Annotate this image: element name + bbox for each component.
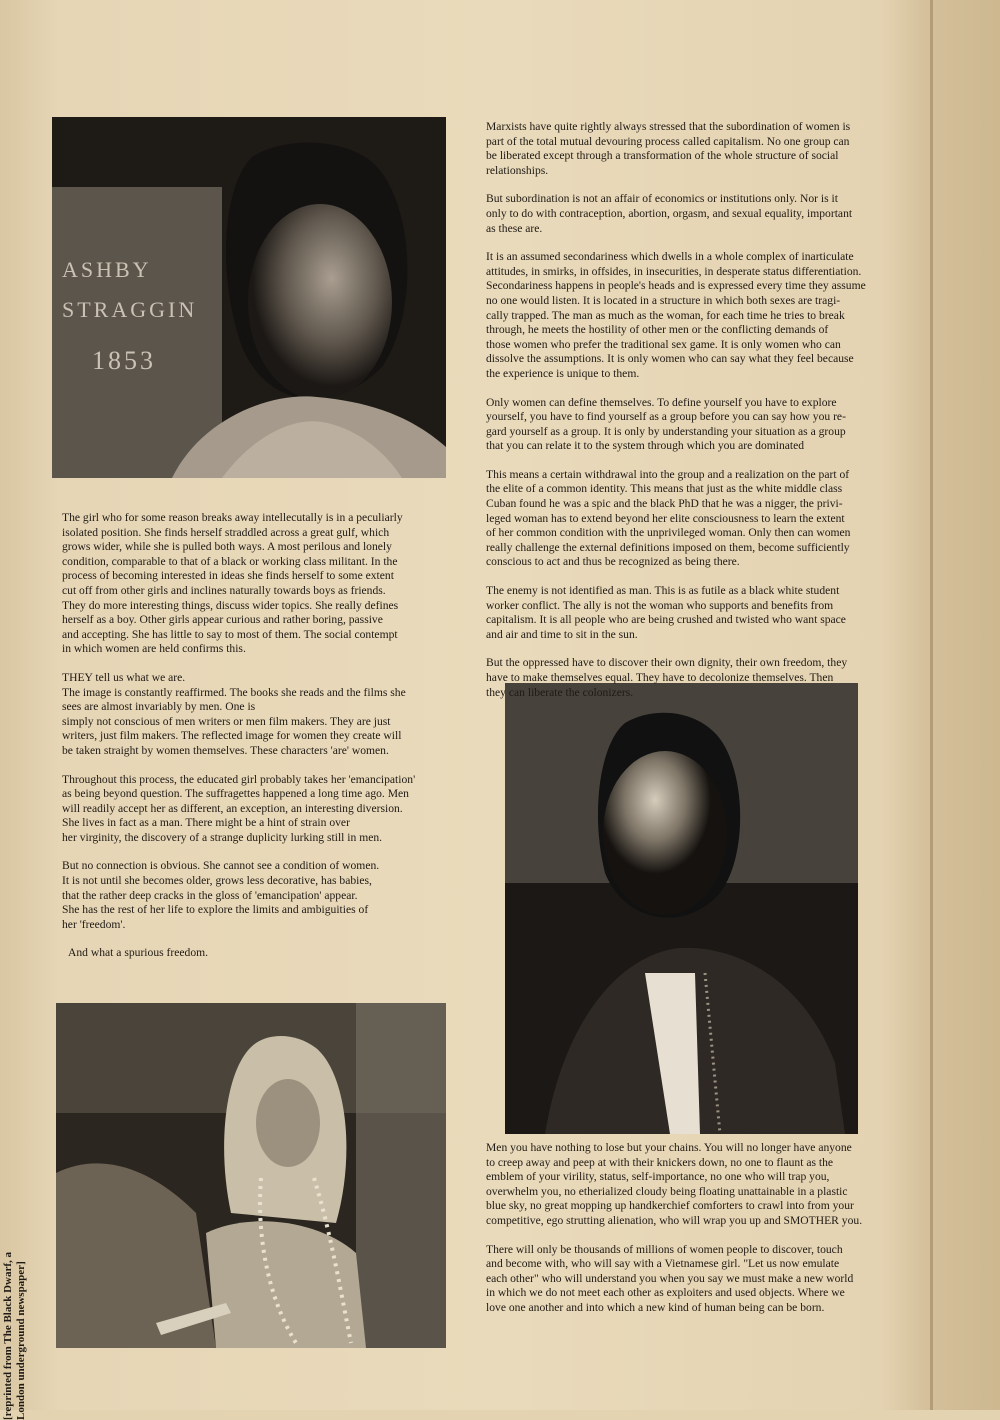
left-article-column bbox=[62, 511, 457, 975]
svg-text:1853: 1853 bbox=[92, 346, 156, 375]
left-paragraph-4: But no connection is obvious. She cannot see a condition of women. It is not until she becomes older, grows less decorative, has babies, that the rather deep cracks in the gloss of 'emancipation' appear. She has the rest of her life to explore the limits and ambiguities of her 'freedom'. bbox=[62, 859, 380, 931]
page-fold-edge bbox=[930, 0, 933, 1410]
right-paragraph-1: Marxists have quite rightly always stressed that the subordination of women is part of the total mutual devouring process called capitalism. No one group can be liberated except through a transformation of the whole structure of social relationships. bbox=[486, 120, 851, 177]
left-paragraph-3: Throughout this process, the educated girl probably takes her 'emancipation' as being beyond question. The suffragettes happened a long time ago. Men will readily accept her as different, an exception, an interesting diversion. She lives in fact as a man. There might be a hint of strain over her virginity, the discovery of a strange duplicity lurking still in men. bbox=[62, 772, 416, 844]
right-paragraph-7: But the oppressed have to discover their own dignity, their own freedom, they have to make themselves equal. They have to decolonize themselves. Then they can liberate the colonizers. bbox=[486, 656, 848, 699]
photo-woman-gravestone bbox=[52, 117, 446, 478]
right-article-column-bottom bbox=[486, 1141, 886, 1330]
right-paragraph-4: Only women can define themselves. To define yourself you have to explore yourself, you have to find yourself as a group before you can say how you re- gard yourself as a group. It is only by understanding your situation as a group that you can relate it to the system through which you are dominated bbox=[486, 395, 846, 453]
left-paragraph-1: The girl who for some reason breaks away intellecutally is in a peculiarly isolated position. She finds herself straddled across a great gulf, which grows wider, while she is pulled both ways. A most perilous and lonely condition, comparable to that of a black or working class militant. In the process of becoming interested in ideas she finds herself to some extent cut off from other girls and inclines naturally towards boys as friends. They do more interesting things, discuss wider topics. She really defines herself as a boy. Other girls appear curious and rather boring, passive and accepting. She has little to say to most of them. The social contempt in which women are held confirms this. bbox=[62, 511, 403, 656]
photo-woman-with-beads-icon bbox=[56, 1003, 446, 1348]
reprint-credit bbox=[2, 1130, 28, 1420]
right-paragraph-5: This means a certain withdrawal into the group and a realization on the part of the elite of a common identity. This means that just as the white middle class Cuban found he was a spic and the black PhD that he was a nigger, the privi- leged woman has to extend beyond her elite consciousness to learn the extent of her common condition with the unprivileged woman. Only then can women really challenge the external definitions imposed on them, become sufficiently conscious to act and thus be recognized as being there. bbox=[486, 467, 851, 569]
right-paragraph-3: It is an assumed secondariness which dwells in a whole complex of inarticulate attitudes, in smirks, in offsides, in insecurities, in desperate status differentiation. Secondariness happens in people's heads and is expressed every time they assume no one would listen. It is located in a structure in which both sexes are tragi- cally trapped. The man as much as the woman, for each time he tries to break through, he meets the hostility of other men or the conflicting demands of those women who prefer the traditional sex game. It is only women who can dissolve the assumptions. It is only women who can say what they feel because the experience is unique to them. bbox=[486, 250, 866, 380]
left-paragraph-5: And what a spurious freedom. bbox=[68, 946, 209, 960]
photo-man-portrait bbox=[505, 683, 858, 1134]
portrait-photo-man-icon bbox=[505, 683, 858, 1134]
right-paragraph-6: The enemy is not identified as man. This is as futile as a black white student worker conflict. The ally is not the woman who supports and benefits from capitalism. It is all people who are being crushed and twisted who want space and air and time to sit in the sun. bbox=[486, 584, 846, 641]
right-paragraph-2: But subordination is not an affair of economics or institutions only. Nor is it only to do with contraception, abortion, orgasm, and sexual equality, important as these are. bbox=[486, 192, 853, 235]
gravestone-text: ASHBY bbox=[62, 257, 152, 282]
reprint-credit-text: [reprinted from The Black Dwarf, a London underground newspaper] bbox=[2, 1251, 27, 1420]
left-paragraph-2: The image is constantly reaffirmed. The books she reads and the films she sees are almost invariably by men. One is simply not conscious of men writers or men film makers. They are just writers, just film makers. The reflected image for women they create will be taken straight by women themselves. These characters 'are' women. bbox=[62, 685, 406, 757]
right-paragraph-9: There will only be thousands of millions of women people to discover, touch and become with, who will say with a Vietnamese girl. "Let us now emulate each other" who will understand you when you say we must make a new world in which we do not meet each other as exploiters and used objects. Where we love one another and into which a new kind of human being can be born. bbox=[486, 1242, 854, 1314]
right-article-column bbox=[486, 120, 886, 714]
svg-text:STRAGGIN: STRAGGIN bbox=[62, 297, 198, 322]
photo-woman-with-beads bbox=[56, 1003, 446, 1348]
left-paragraph-2-lead: THEY tell us what we are. bbox=[62, 670, 186, 684]
right-paragraph-8: Men you have nothing to lose but your chains. You will no longer have anyone to creep away and peep at with their knickers down, no one to flaunt as the emblem of your virility, status, self-importance, no one who will trap you, overwhelm you, no etherialized cloudy being floating unattainable in a plastic blue sky, no great mopping up handkerchief comforters to crawl into from your competitive, ego strutting alienation, who will wrap you up and SMOTHER you. bbox=[486, 1141, 863, 1227]
portrait-photo-woman-gravestone-icon bbox=[52, 117, 446, 478]
